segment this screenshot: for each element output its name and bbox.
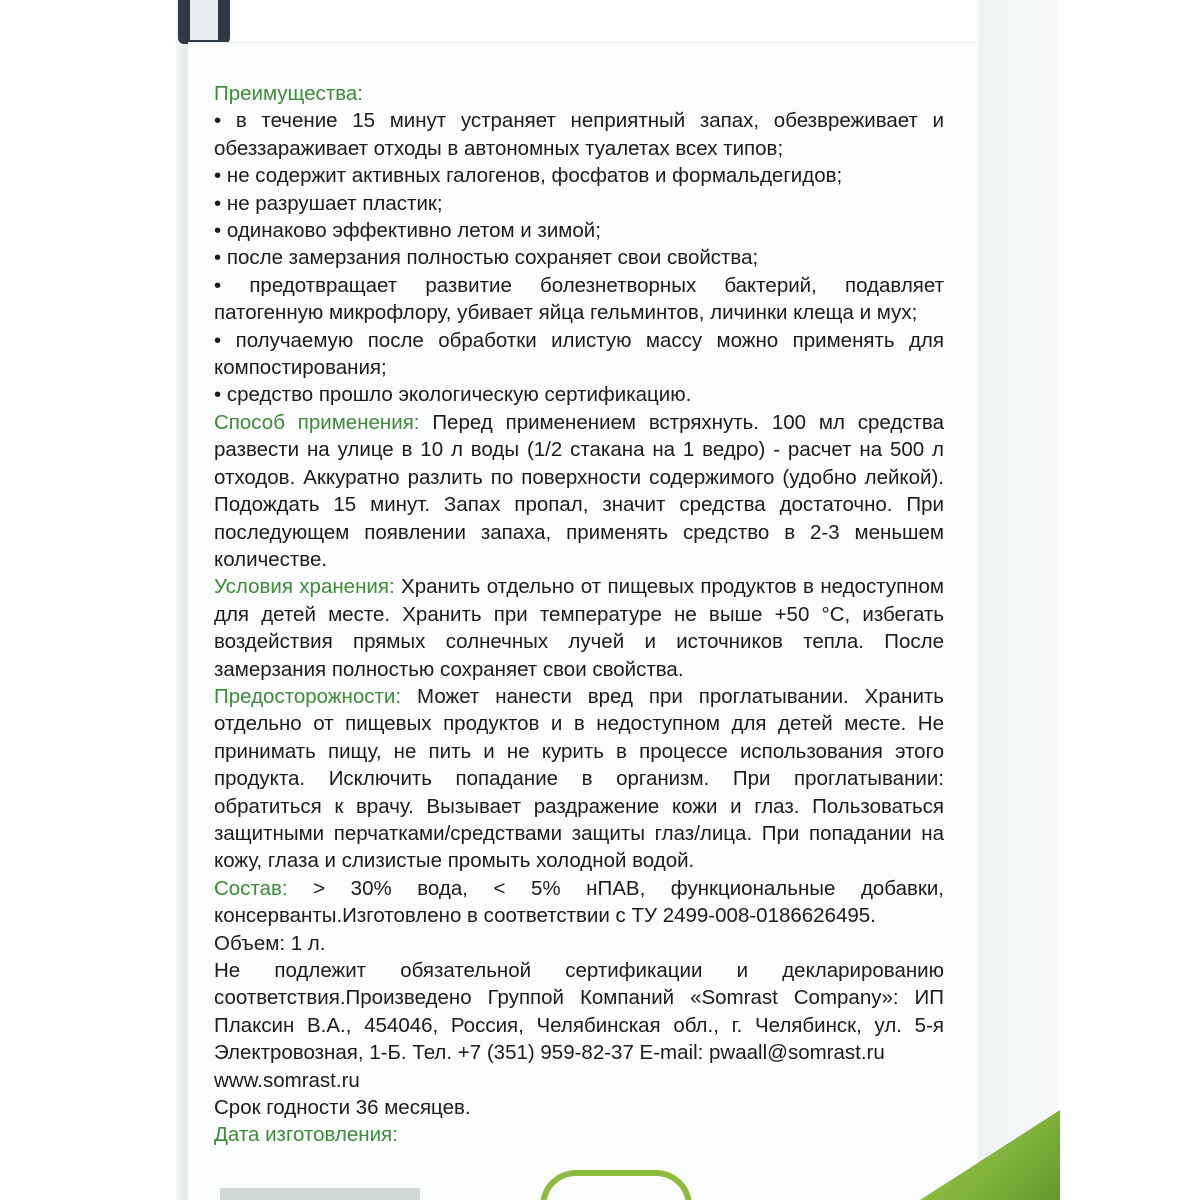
advantage-item: • предотвращает развитие болезнетворных бактерий, подавляет патогенную микрофлору, убивает яйца гельминтов, личинки клеща и мух; bbox=[214, 273, 944, 325]
storage-heading: Условия хранения: bbox=[214, 575, 395, 599]
shelf-life-text: Срок годности 36 месяцев. bbox=[214, 1096, 471, 1120]
composition-text: > 30% вода, < 5% нПАВ, функциональные добавки, консерванты.Изготовлено в соответствии с ТУ 2499-008-0186626495. bbox=[214, 876, 944, 928]
usage-text: Перед применением встряхнуть. 100 мл средства развести на улице в 10 л воды (1/2 стакана на 1 ведро) - расчет на 500 л отходов. Аккуратно разлить по поверхности содержимого (удобно лейкой). Подождать 15 минут. Запах пропал, значит средства достаточно. При последующем появлении запаха, применять средство в 2-3 меньшем количестве. bbox=[214, 410, 944, 571]
bottle-background bbox=[0, 0, 180, 1200]
advantages-heading: Преимущества: bbox=[214, 82, 363, 105]
logo-arc-graphic bbox=[540, 1170, 692, 1200]
volume-text: Объем: 1 л. bbox=[214, 931, 326, 955]
composition-heading: Состав: bbox=[214, 876, 288, 900]
usage-heading: Способ применения: bbox=[214, 410, 420, 434]
usage-section bbox=[214, 409, 944, 573]
precautions-section bbox=[214, 683, 944, 875]
precautions-heading: Предосторожности: bbox=[214, 684, 402, 708]
storage-text: Хранить отдельно от пищевых продуктов в недоступном для детей месте. Хранить при температуре не выше +50 °С, избегать воздействия прямых солнечных лучей и источников тепла. После замерзания полностью сохраняет свои свойства. bbox=[214, 575, 944, 681]
manufacturer-text: Не подлежит обязательной сертификации и декларированию соответствия.Произведено Группой Компаний «Somrast Company»: ИП Плаксин В.А., 454046, Россия, Челябинская обл., г. Челябинск, ул. 5-я Электровозная, 1-Б. Тел. +7 (351) 959-82-37 E-mail: pwaall@somrast.ru bbox=[214, 959, 944, 1065]
advantage-item: • средство прошло экологическую сертификацию. bbox=[214, 383, 692, 407]
bottle-cap-highlight bbox=[190, 0, 218, 40]
production-date-heading: Дата изготовления: bbox=[214, 1123, 398, 1147]
advantage-item: • не разрушает пластик; bbox=[214, 191, 443, 215]
advantage-item: • одинаково эффективно летом и зимой; bbox=[214, 219, 601, 243]
label-text bbox=[214, 80, 944, 1149]
production-date-section bbox=[214, 1121, 944, 1148]
advantage-item: • получаемую после обработки илистую массу можно применять для компостирования; bbox=[214, 328, 944, 380]
advantage-item: • после замерзания полностью сохраняет свои свойства; bbox=[214, 246, 759, 270]
precautions-text: Может нанести вред при проглатывании. Хранить отдельно от пищевых продуктов и в недоступном для детей месте. Не принимать пищу, не пить и не курить в процессе использования этого продукта. Исключить попадание в организм. При проглатывании: обратиться к врачу. Вызывает раздражение кожи и глаз. Пользоваться защитными перчатками/средствами защиты глаз/лица. При попадании на кожу, глаза и слизистые промыть холодной водой. bbox=[214, 684, 944, 873]
storage-section bbox=[214, 573, 944, 683]
advantage-item: • не содержит активных галогенов, фосфатов и формальдегидов; bbox=[214, 164, 843, 188]
bottle-edge-shadow bbox=[176, 0, 188, 1200]
composition-section bbox=[214, 875, 944, 930]
advantage-item: • в течение 15 минут устраняет неприятный запах, обезвреживает и обеззараживает отходы в автономных туалетах всех типов; bbox=[214, 109, 944, 160]
bottle-right-side bbox=[978, 0, 1058, 1200]
bottom-stripe-graphic bbox=[220, 1188, 420, 1200]
website-text: www.somrast.ru bbox=[214, 1068, 360, 1092]
